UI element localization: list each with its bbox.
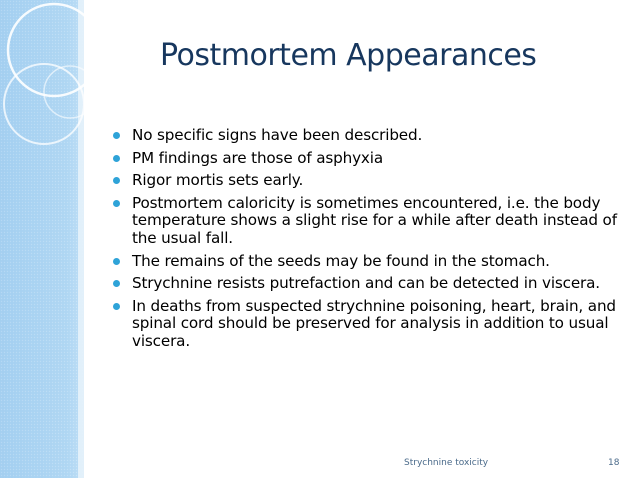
slide-title: Postmortem Appearances	[160, 38, 537, 73]
bullet-dot-icon	[113, 200, 120, 207]
bullet-text: Rigor mortis sets early.	[132, 171, 304, 190]
page-number: 18	[608, 458, 620, 468]
bullet-dot-icon	[113, 280, 120, 287]
bullet-text: No specific signs have been described.	[132, 126, 423, 144]
bullet-text: Postmortem caloricity is sometimes encountered, i.e. the body temperature shows a slight rise for a while after death instead of the usual fall.	[132, 193, 617, 247]
bullet-dot-icon	[113, 303, 120, 310]
bullet-item	[112, 253, 618, 271]
bullet-item	[112, 172, 618, 190]
bullet-item	[112, 127, 618, 145]
footer-text: Strychnine toxicity	[404, 458, 489, 468]
bullet-text: In deaths from suspected strychnine poisoning, heart, brain, and spinal cord should be preserved for analysis in addition to usual viscera.	[132, 296, 616, 350]
bullet-item	[112, 275, 618, 293]
bullet-dot-icon	[113, 132, 120, 139]
bullet-list	[112, 127, 618, 356]
bullet-dot-icon	[113, 177, 120, 184]
bullet-dot-icon	[113, 258, 120, 265]
bullet-text: PM findings are those of asphyxia	[132, 148, 383, 167]
bullet-text: Strychnine resists putrefaction and can be detected in viscera.	[132, 274, 600, 293]
side-panel-graphic	[0, 0, 84, 478]
bullet-item	[112, 195, 618, 248]
bullet-text: The remains of the seeds may be found in the stomach.	[132, 251, 550, 270]
bullet-dot-icon	[113, 155, 120, 162]
decorative-side-panel	[0, 0, 84, 478]
bullet-item	[112, 298, 618, 351]
bullet-item	[112, 150, 618, 168]
